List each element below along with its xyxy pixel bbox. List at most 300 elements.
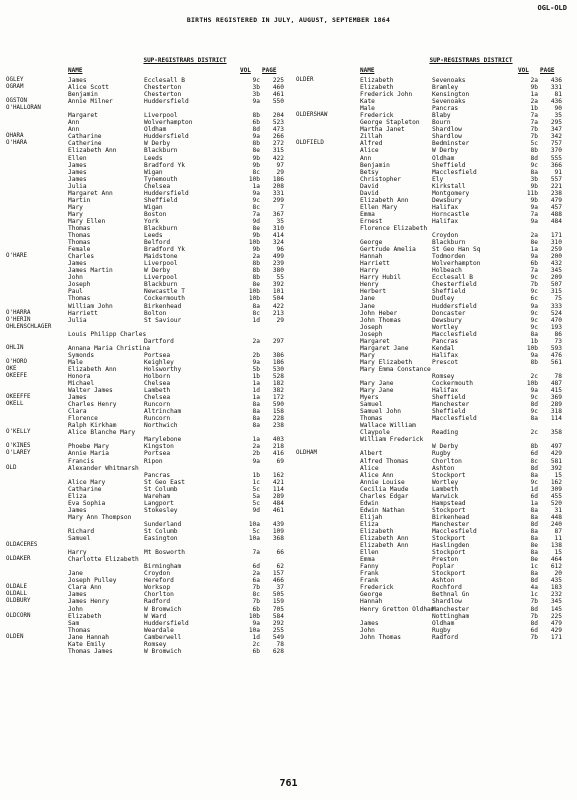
volume: 8b xyxy=(252,140,260,148)
page-ref: 218 xyxy=(272,443,284,451)
page-ref: 171 xyxy=(550,633,562,641)
volume: 10b xyxy=(526,344,538,352)
forename: Ellen xyxy=(360,549,379,557)
forename: Jane xyxy=(68,570,83,578)
forename: Albert xyxy=(360,450,383,458)
district: W Ward xyxy=(144,612,167,620)
district: Halifax xyxy=(432,203,459,211)
district: Romsey xyxy=(432,372,455,380)
page-ref: 138 xyxy=(550,542,562,550)
volume: 1a xyxy=(252,394,260,402)
entry-row xyxy=(0,119,577,126)
page-ref: 497 xyxy=(550,443,562,451)
district: Runcorn xyxy=(144,415,171,423)
page-ref: 29 xyxy=(276,316,284,324)
forename: Alfred Thomas xyxy=(360,457,409,465)
volume: 9c xyxy=(252,77,260,84)
district: Shardlow xyxy=(432,126,462,134)
forename: Clara xyxy=(68,408,87,416)
volume: 9a xyxy=(530,203,538,211)
district: Blackburn xyxy=(432,239,466,247)
page-ref: 416 xyxy=(272,450,284,458)
district: Bedminster xyxy=(432,140,470,148)
page-ref: 455 xyxy=(550,492,562,500)
surname: OKEEFFE xyxy=(6,394,31,401)
volume: 9c xyxy=(530,394,538,402)
volume: 10b xyxy=(248,175,260,183)
page-ref: 272 xyxy=(272,140,284,148)
forename: Benjamin xyxy=(360,161,390,169)
page-ref: 114 xyxy=(272,485,284,493)
district: Liverpool xyxy=(144,274,178,282)
forename: James xyxy=(68,394,87,402)
forename: Charlotte Elizabeth xyxy=(68,556,139,564)
forename: George Stapleton xyxy=(360,119,420,127)
page-ref: 213 xyxy=(272,309,284,317)
volume: 9b xyxy=(530,182,538,190)
page-ref: 183 xyxy=(550,584,562,592)
volume: 8a xyxy=(252,401,260,409)
district: Chelsea xyxy=(144,182,171,190)
forename: Michael xyxy=(68,380,95,388)
page-ref: 367 xyxy=(272,210,284,218)
entry-row xyxy=(0,479,577,486)
page-ref: 145 xyxy=(550,605,562,613)
district: Sheffield xyxy=(432,288,466,296)
volume: 6b xyxy=(252,647,260,655)
forename: James xyxy=(68,168,87,176)
page-ref: 31 xyxy=(554,506,562,514)
page-ref: 612 xyxy=(550,563,562,571)
forename: Thomas xyxy=(68,232,91,240)
district: Sheffield xyxy=(144,196,178,204)
forename: James xyxy=(68,77,87,84)
entry-row xyxy=(0,232,577,239)
forename: Emma xyxy=(360,210,375,218)
surname: OKELL xyxy=(6,401,24,408)
volume: 8b xyxy=(252,267,260,275)
district: Ashton xyxy=(432,464,455,472)
volume: 1a xyxy=(252,380,260,388)
entry-row xyxy=(0,345,577,352)
page-ref: 370 xyxy=(550,147,562,155)
forename: Herbert xyxy=(360,288,387,296)
forename: Ann xyxy=(68,119,80,127)
volume: 7b xyxy=(530,126,538,134)
volume: 9c xyxy=(530,478,538,486)
volume: 9a xyxy=(530,302,538,310)
forename: Elizabeth Ann xyxy=(360,196,409,204)
page-ref: 331 xyxy=(272,189,284,197)
page-ref: 86 xyxy=(554,330,562,338)
forename: Hannah xyxy=(360,253,383,261)
district: Chorlton xyxy=(144,591,174,599)
forename: Ralph Kirkham xyxy=(68,422,117,430)
forename: David xyxy=(360,189,379,197)
volume: 8a xyxy=(530,528,538,535)
district: Reading xyxy=(432,429,459,437)
volume: 2a xyxy=(252,337,260,345)
district: Sheffield xyxy=(432,408,466,416)
page-ref: 186 xyxy=(272,175,284,183)
page-ref: 87 xyxy=(554,528,562,535)
page-ref: 158 xyxy=(272,408,284,416)
volume: 9c xyxy=(530,316,538,324)
volume: 8a xyxy=(530,535,538,543)
district: Halifax xyxy=(432,351,459,359)
district: Kendal xyxy=(432,344,455,352)
page-ref: 369 xyxy=(550,394,562,402)
forename: Cecilia Maude xyxy=(360,485,409,493)
forename: Frederick xyxy=(360,584,394,592)
volume: 6b xyxy=(252,119,260,127)
entry-row xyxy=(0,450,577,457)
forename: James Henry xyxy=(68,598,109,606)
volume: 1b xyxy=(252,471,260,479)
entry-row xyxy=(0,162,577,169)
page-ref: 315 xyxy=(550,288,562,296)
page-ref: 392 xyxy=(272,281,284,289)
forename: Clara Ann xyxy=(68,584,102,592)
district: Huddersfield xyxy=(144,619,189,627)
forename: Thomas xyxy=(68,626,91,634)
forename: Mary Elizabeth xyxy=(360,358,413,366)
surname: OLDER xyxy=(296,77,314,83)
page-ref: 97 xyxy=(276,161,284,169)
volume: 8a xyxy=(530,570,538,578)
district: Radford xyxy=(432,633,459,641)
forename: David xyxy=(360,182,379,190)
page-ref: 345 xyxy=(550,267,562,275)
page-ref: 208 xyxy=(272,182,284,190)
district: Lambeth xyxy=(144,387,171,395)
entry-row xyxy=(0,429,577,436)
district: Warwick xyxy=(432,492,459,500)
page-ref: 523 xyxy=(272,119,284,127)
volume: 8a xyxy=(530,471,538,479)
page-ref: 289 xyxy=(272,492,284,500)
volume: 1d xyxy=(530,485,538,493)
right-name-header: NAME xyxy=(360,67,375,74)
forename: Alice Scott xyxy=(68,84,109,92)
volume: 1a xyxy=(530,246,538,254)
index-code: OGL-OLD xyxy=(537,4,567,12)
surname: OGRAM xyxy=(6,84,24,91)
forename: Female xyxy=(68,246,91,254)
surname: OKEEFE xyxy=(6,372,27,379)
volume: 9b xyxy=(252,246,260,254)
district: Shardlow xyxy=(432,598,462,606)
district: Tynemouth xyxy=(144,175,178,183)
volume: 8c xyxy=(530,457,538,465)
page-ref: 429 xyxy=(550,450,562,458)
volume: 7b xyxy=(252,584,260,592)
surname: O'LAREY xyxy=(6,450,31,457)
page-ref: 295 xyxy=(550,119,562,127)
page-ref: 505 xyxy=(272,591,284,599)
volume: 9d xyxy=(252,506,260,514)
forename: Elijah xyxy=(360,513,383,521)
volume: 7a xyxy=(530,119,538,127)
volume: 9c xyxy=(530,408,538,416)
entry-row xyxy=(0,204,577,211)
forename: Frank xyxy=(360,570,379,578)
forename: Margaret Jane xyxy=(360,344,409,352)
district: Macclesfield xyxy=(432,168,477,176)
page-title: BIRTHS REGISTERED IN JULY, AUGUST, SEPTEMBER 1864 xyxy=(186,16,391,24)
district: Huddersfield xyxy=(432,302,477,310)
district: Doncaster xyxy=(432,309,466,317)
forename: Catherine xyxy=(68,140,102,148)
entry-row xyxy=(0,458,577,465)
volume: 8d xyxy=(530,401,538,409)
page-ref: 484 xyxy=(272,499,284,507)
volume: 8d xyxy=(530,154,538,162)
page-ref: 232 xyxy=(550,591,562,599)
page-ref: 240 xyxy=(550,520,562,528)
district: Ely xyxy=(432,175,444,183)
page-ref: 162 xyxy=(272,471,284,479)
forename: Alice Mary xyxy=(68,478,106,486)
forename: James xyxy=(68,161,87,169)
volume: 2a xyxy=(252,253,260,261)
volume: 1a xyxy=(252,182,260,190)
volume: 9a xyxy=(252,619,260,627)
forename: Florence xyxy=(68,415,98,423)
entry-row xyxy=(0,105,577,112)
volume: 3b xyxy=(252,84,260,92)
forename: Jane xyxy=(360,302,375,310)
volume: 8e xyxy=(252,147,260,155)
page-ref: 520 xyxy=(550,499,562,507)
entry-row xyxy=(0,620,577,627)
district: Maidstone xyxy=(144,253,178,261)
entry-row xyxy=(0,493,577,500)
entry-row xyxy=(0,218,577,225)
surname: O'KELLY xyxy=(6,429,31,436)
district: Blaby xyxy=(432,112,451,120)
forename: Eliza xyxy=(68,492,87,500)
entry-row xyxy=(0,591,577,598)
page-ref: 549 xyxy=(272,633,284,641)
district: Manchester xyxy=(432,605,470,613)
volume: 10b xyxy=(248,612,260,620)
district: Halifax xyxy=(432,217,459,225)
forename: Honora xyxy=(68,372,91,380)
page-ref: 310 xyxy=(272,224,284,232)
page-ref: 101 xyxy=(272,288,284,296)
volume: 10a xyxy=(248,626,260,634)
forename: Martin xyxy=(68,196,91,204)
volume: 7b xyxy=(530,133,538,141)
entry-row xyxy=(0,521,577,528)
volume: 8b xyxy=(530,443,538,451)
forename: Elizabeth Ann xyxy=(360,542,409,550)
forename: Mary Jane xyxy=(360,380,394,388)
district: Manchester xyxy=(432,520,470,528)
page-ref: 358 xyxy=(550,429,562,437)
district: Huddersfield xyxy=(144,98,189,106)
volume: 9a xyxy=(530,217,538,225)
entry-row xyxy=(0,310,577,317)
district: Dewsbury xyxy=(432,196,462,204)
entry-row xyxy=(0,486,577,493)
forename: Elizabeth Ann xyxy=(68,147,117,155)
district: Newcastle T xyxy=(144,288,185,296)
district: Blackburn xyxy=(144,147,178,155)
page-ref: 310 xyxy=(550,239,562,247)
district: Easington xyxy=(144,535,178,543)
volume: 6a xyxy=(252,577,260,585)
entry-row xyxy=(0,225,577,232)
district: Hampstead xyxy=(432,499,466,507)
district: Bradford Yk xyxy=(144,161,185,169)
entry-row xyxy=(0,98,577,105)
entry-row xyxy=(0,169,577,176)
entry-row xyxy=(0,584,577,591)
forename: Harriett xyxy=(360,260,390,268)
entry-row xyxy=(0,267,577,274)
left-vol-header: VOL xyxy=(240,67,251,74)
volume: 9b xyxy=(252,161,260,169)
page-ref: 20 xyxy=(554,570,562,578)
forename: Thomas xyxy=(360,415,383,423)
entry-row xyxy=(0,507,577,514)
volume: 6c xyxy=(530,295,538,303)
entry-row xyxy=(0,387,577,394)
volume: 2b xyxy=(252,351,260,359)
page-ref: 435 xyxy=(550,577,562,585)
district: Boston xyxy=(144,210,167,218)
page-ref: 91 xyxy=(554,168,562,176)
district: W Bromwich xyxy=(144,647,182,655)
page-ref: 470 xyxy=(550,316,562,324)
volume: 7b xyxy=(530,598,538,606)
forename: John Thomas xyxy=(360,316,401,324)
forename: Edwin Nathan xyxy=(360,506,405,514)
district: Haslingden xyxy=(432,542,470,550)
forename: Joseph xyxy=(360,323,383,331)
volume: 1b xyxy=(530,105,538,113)
volume: 7a xyxy=(530,210,538,218)
district: Lambeth xyxy=(432,485,459,493)
surname: OLDALE xyxy=(6,584,27,591)
volume: 8e xyxy=(530,556,538,564)
page-ref: 114 xyxy=(550,415,562,423)
forename: Joseph Pulley xyxy=(68,577,117,585)
district: Chesterton xyxy=(144,91,182,99)
district: Stockport xyxy=(432,471,466,479)
forename: James xyxy=(68,260,87,268)
district: Montgomery xyxy=(432,189,470,197)
volume: 10a xyxy=(248,535,260,543)
volume: 7b xyxy=(530,612,538,620)
forename: Samuel John xyxy=(360,408,401,416)
district: Ecclesall B xyxy=(144,77,185,84)
volume: 9a xyxy=(252,358,260,366)
volume: 9a xyxy=(530,387,538,395)
page-ref: 309 xyxy=(550,485,562,493)
entry-row xyxy=(0,352,577,359)
volume: 9c xyxy=(530,288,538,296)
entry-row xyxy=(0,246,577,253)
district: Rugby xyxy=(432,626,451,634)
district: Croydon xyxy=(144,570,171,578)
volume: 8a xyxy=(530,506,538,514)
right-entry-list xyxy=(0,77,577,641)
district: Bolton xyxy=(144,309,167,317)
entry-row xyxy=(0,535,577,542)
district: St Geo Han Sq xyxy=(432,246,481,254)
forename: Symonds xyxy=(68,351,95,359)
forename: Francis xyxy=(68,457,95,465)
volume: 2a xyxy=(252,570,260,578)
volume: 8b xyxy=(530,358,538,366)
entry-row xyxy=(0,500,577,507)
page-ref: 90 xyxy=(554,105,562,113)
page-ref: 228 xyxy=(272,415,284,423)
district: Chelsea xyxy=(144,394,171,402)
volume: 5c xyxy=(252,485,260,493)
surname: OHLIN xyxy=(6,344,24,351)
forename: Alice xyxy=(360,147,379,155)
volume: 2a xyxy=(530,232,538,240)
forename: Kate Emily xyxy=(68,640,106,648)
surname: O'HARRA xyxy=(6,309,31,316)
entry-row xyxy=(0,465,577,472)
district: Holsworthy xyxy=(144,365,182,373)
volume: 5c xyxy=(530,140,538,148)
forename: Samuel xyxy=(360,401,383,409)
volume: 8d xyxy=(530,577,538,585)
volume: 9c xyxy=(530,274,538,282)
district: Mt Bosworth xyxy=(144,549,185,557)
forename: Ernest xyxy=(360,217,383,225)
page-ref: 436 xyxy=(550,98,562,106)
volume: 8e xyxy=(252,281,260,289)
district: Blackburn xyxy=(144,224,178,232)
forename: Margaret Ann xyxy=(68,189,113,197)
district: Runcorn xyxy=(144,401,171,409)
district: Stokesley xyxy=(144,506,178,514)
forename: Henry xyxy=(360,281,379,289)
volume: 6d xyxy=(530,492,538,500)
district: Portsea xyxy=(144,351,171,359)
forename: Mary xyxy=(68,210,83,218)
district: Bramley xyxy=(432,84,459,92)
entry-row xyxy=(0,514,577,521)
page-ref: 488 xyxy=(550,210,562,218)
entry-row xyxy=(0,260,577,267)
page-ref: 386 xyxy=(272,351,284,359)
surname: OLDEN xyxy=(6,633,24,640)
forename: Jane Hannah xyxy=(68,633,109,641)
district: Chelsea xyxy=(144,380,171,388)
page-ref: 324 xyxy=(272,239,284,247)
page-ref: 550 xyxy=(272,98,284,106)
district: Liverpool xyxy=(144,112,178,120)
volume: 9b xyxy=(252,154,260,162)
volume: 9a xyxy=(252,133,260,141)
page-ref: 473 xyxy=(272,126,284,134)
district: Sevenoaks xyxy=(432,77,466,84)
forename: Mary Emma Constance xyxy=(360,365,431,373)
district: Birkenhead xyxy=(432,513,470,521)
volume: 2c xyxy=(252,640,260,648)
forename: Catharine xyxy=(68,133,102,141)
page-ref: 415 xyxy=(550,387,562,395)
page-ref: 29 xyxy=(276,168,284,176)
